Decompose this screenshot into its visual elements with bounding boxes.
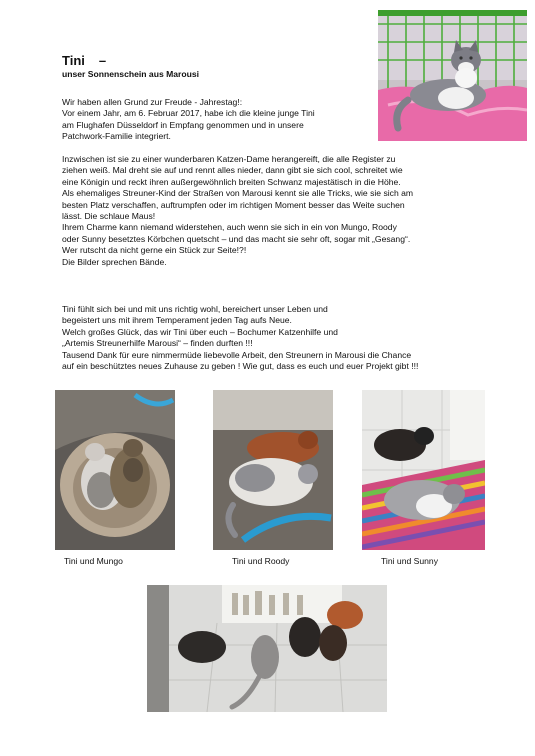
- page-title: [62, 53, 106, 68]
- text-line: „Artemis Streunerhilfe Marousi“ – finden durften !!!: [62, 338, 253, 349]
- text-line: Welch großes Glück, das wir Tini über euch – Bochumer Katzenhilfe und: [62, 326, 338, 337]
- text-line: eine Königin und reckt ihren außergewöhnlich breiten Schwanz majestätisch in die Höhe.: [62, 176, 401, 187]
- photo-tini-roody: [213, 390, 333, 550]
- page-subtitle: unser Sonnenschein aus Marousi: [62, 69, 200, 79]
- text-line: Tausend Dank für eure nimmermüde liebevolle Arbeit, den Streunern in Marousi die Chance: [62, 349, 412, 360]
- text-line: Vor einem Jahr, am 6. Februar 2017, habe ich die kleine junge Tini: [62, 108, 315, 119]
- text-line: auf ein beschütztes neues Zuhause zu geben ! Wie gut, dass es euch und euer Projekt gibt !!!: [62, 361, 419, 372]
- paragraph-thanks: [62, 304, 492, 372]
- title-dash: –: [98, 53, 107, 68]
- text-line: besten Platz verschaffen, auftrumpfen oder im richtigen Moment besser das Weite suchen: [62, 199, 405, 210]
- text-line: ziehen weiß. Mal dreht sie auf und rennt alles nieder, dann gibt sie sich cool, schreitet wie: [62, 165, 403, 176]
- text-line: begeistert uns mit ihrem Temperament jeden Tag aufs Neue.: [62, 315, 292, 326]
- caption-mungo: Tini und Mungo: [64, 556, 123, 566]
- text-line: lässt. Die schlaue Maus!: [62, 211, 156, 222]
- text-line: Patchwork-Familie integriert.: [62, 131, 171, 142]
- caption-sunny: Tini und Sunny: [381, 556, 439, 566]
- photo-tini-mungo: [55, 390, 175, 550]
- text-line: Inzwischen ist sie zu einer wunderbaren Katzen-Dame herangereift, die alle Register zu: [62, 154, 396, 164]
- text-line: oder Sunny besetztes Körbchen quetscht – und das macht sie sehr oft, sogar mit „Gesang“.: [62, 233, 411, 244]
- text-line: am Flughafen Düsseldorf in Empfang genommen und in unsere: [62, 119, 304, 130]
- title-text: Tini: [62, 53, 85, 68]
- text-line: Die Bilder sprechen Bände.: [62, 256, 167, 267]
- text-line: Wer rutscht da nicht gerne ein Stück zur Seite!?!: [62, 245, 247, 256]
- text-line: Wir haben allen Grund zur Freude - Jahrestag!:: [62, 97, 243, 107]
- paragraph-intro: [62, 97, 492, 143]
- paragraph-character: [62, 154, 492, 268]
- photo-tini-sunny: [362, 390, 485, 550]
- photo-cats-eating: [147, 585, 387, 712]
- text-line: Tini fühlt sich bei und mit uns richtig wohl, bereichert unser Leben und: [62, 304, 328, 314]
- text-line: Als ehemaliges Streuner-Kind der Straßen von Marousi kennt sie alle Tricks, wie sie sich am: [62, 188, 414, 199]
- caption-roody: Tini und Roody: [232, 556, 290, 566]
- text-line: Ihrem Charme kann niemand widerstehen, auch wenn sie sich in ein von Mungo, Roody: [62, 222, 397, 233]
